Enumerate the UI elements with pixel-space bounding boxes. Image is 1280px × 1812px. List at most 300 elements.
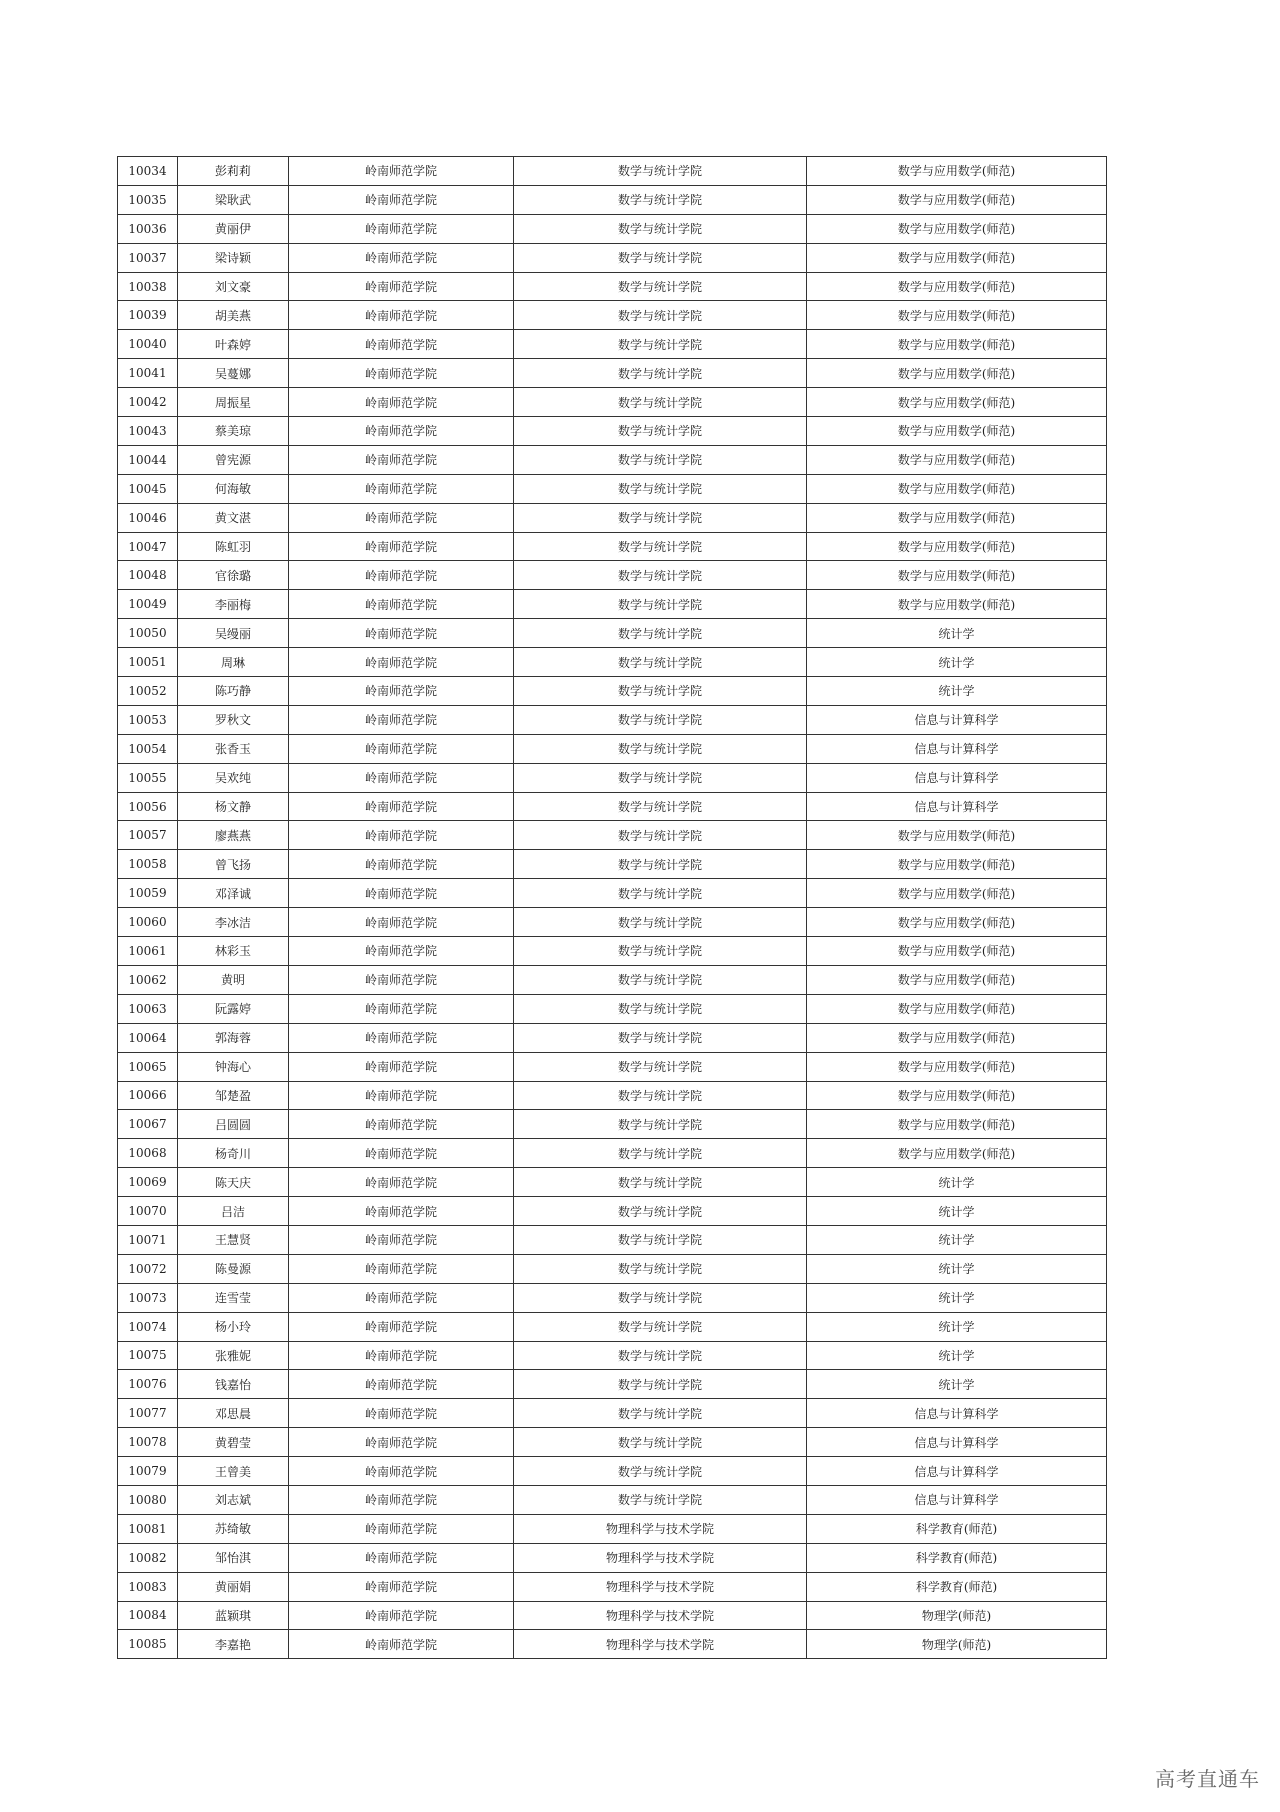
table-row [118, 1341, 1107, 1370]
student-id-cell: 10044 [118, 445, 178, 474]
college-cell: 数学与统计学院 [514, 243, 807, 272]
university-cell: 岭南师范学院 [289, 1341, 514, 1370]
university-cell: 岭南师范学院 [289, 1283, 514, 1312]
college-cell: 数学与统计学院 [514, 1370, 807, 1399]
student-name-cell: 杨奇川 [178, 1139, 289, 1168]
university-cell: 岭南师范学院 [289, 821, 514, 850]
student-name-cell: 彭莉莉 [178, 157, 289, 186]
college-cell: 数学与统计学院 [514, 1052, 807, 1081]
student-id-cell: 10079 [118, 1457, 178, 1486]
student-id-cell: 10070 [118, 1197, 178, 1226]
student-id-cell: 10036 [118, 214, 178, 243]
student-name-cell: 李冰洁 [178, 908, 289, 937]
student-name-cell: 何海敏 [178, 474, 289, 503]
major-cell: 信息与计算科学 [807, 734, 1107, 763]
table-row [118, 445, 1107, 474]
student-name-cell: 吕圆圆 [178, 1110, 289, 1139]
student-id-cell: 10042 [118, 388, 178, 417]
major-cell: 科学教育(师范) [807, 1543, 1107, 1572]
major-cell: 数学与应用数学(师范) [807, 301, 1107, 330]
student-id-cell: 10059 [118, 879, 178, 908]
table-row [118, 590, 1107, 619]
student-id-cell: 10050 [118, 619, 178, 648]
college-cell: 数学与统计学院 [514, 1312, 807, 1341]
university-cell: 岭南师范学院 [289, 1052, 514, 1081]
college-cell: 数学与统计学院 [514, 1225, 807, 1254]
college-cell: 数学与统计学院 [514, 908, 807, 937]
college-cell: 数学与统计学院 [514, 1485, 807, 1514]
major-cell: 数学与应用数学(师范) [807, 445, 1107, 474]
student-id-cell: 10045 [118, 474, 178, 503]
college-cell: 数学与统计学院 [514, 388, 807, 417]
table-row [118, 1457, 1107, 1486]
student-id-cell: 10055 [118, 763, 178, 792]
table-row [118, 1370, 1107, 1399]
university-cell: 岭南师范学院 [289, 994, 514, 1023]
major-cell: 数学与应用数学(师范) [807, 908, 1107, 937]
table-row [118, 243, 1107, 272]
table-row [118, 965, 1107, 994]
student-id-cell: 10065 [118, 1052, 178, 1081]
student-name-cell: 邹楚盈 [178, 1081, 289, 1110]
table-row [118, 503, 1107, 532]
student-name-cell: 曾飞扬 [178, 850, 289, 879]
college-cell: 数学与统计学院 [514, 1428, 807, 1457]
university-cell: 岭南师范学院 [289, 1023, 514, 1052]
major-cell: 数学与应用数学(师范) [807, 214, 1107, 243]
university-cell: 岭南师范学院 [289, 1485, 514, 1514]
student-id-cell: 10077 [118, 1399, 178, 1428]
college-cell: 数学与统计学院 [514, 185, 807, 214]
college-cell: 数学与统计学院 [514, 445, 807, 474]
major-cell: 统计学 [807, 1254, 1107, 1283]
major-cell: 信息与计算科学 [807, 763, 1107, 792]
university-cell: 岭南师范学院 [289, 763, 514, 792]
table-row [118, 157, 1107, 186]
table-row [118, 1197, 1107, 1226]
student-name-cell: 王慧贤 [178, 1225, 289, 1254]
major-cell: 数学与应用数学(师范) [807, 359, 1107, 388]
college-cell: 数学与统计学院 [514, 1139, 807, 1168]
student-name-cell: 林彩玉 [178, 937, 289, 966]
university-cell: 岭南师范学院 [289, 619, 514, 648]
student-id-cell: 10048 [118, 561, 178, 590]
university-cell: 岭南师范学院 [289, 503, 514, 532]
student-id-cell: 10075 [118, 1341, 178, 1370]
watermark-text: 高考直通车 [1155, 1767, 1260, 1791]
table-row [118, 272, 1107, 301]
table-row [118, 301, 1107, 330]
student-name-cell: 梁诗颖 [178, 243, 289, 272]
university-cell: 岭南师范学院 [289, 1428, 514, 1457]
major-cell: 数学与应用数学(师范) [807, 821, 1107, 850]
student-name-cell: 李丽梅 [178, 590, 289, 619]
table-row [118, 1052, 1107, 1081]
table-row [118, 561, 1107, 590]
college-cell: 物理科学与技术学院 [514, 1572, 807, 1601]
college-cell: 数学与统计学院 [514, 214, 807, 243]
student-id-cell: 10054 [118, 734, 178, 763]
university-cell: 岭南师范学院 [289, 532, 514, 561]
college-cell: 数学与统计学院 [514, 1197, 807, 1226]
college-cell: 数学与统计学院 [514, 157, 807, 186]
major-cell: 统计学 [807, 1283, 1107, 1312]
table-row [118, 763, 1107, 792]
college-cell: 数学与统计学院 [514, 590, 807, 619]
major-cell: 信息与计算科学 [807, 792, 1107, 821]
student-name-cell: 陈虹羽 [178, 532, 289, 561]
table-row [118, 1399, 1107, 1428]
college-cell: 数学与统计学院 [514, 1283, 807, 1312]
major-cell: 信息与计算科学 [807, 1428, 1107, 1457]
student-id-cell: 10060 [118, 908, 178, 937]
college-cell: 数学与统计学院 [514, 965, 807, 994]
student-id-cell: 10058 [118, 850, 178, 879]
college-cell: 数学与统计学院 [514, 879, 807, 908]
student-id-cell: 10067 [118, 1110, 178, 1139]
college-cell: 数学与统计学院 [514, 821, 807, 850]
college-cell: 数学与统计学院 [514, 1081, 807, 1110]
student-id-cell: 10049 [118, 590, 178, 619]
student-id-cell: 10068 [118, 1139, 178, 1168]
university-cell: 岭南师范学院 [289, 359, 514, 388]
table-row [118, 792, 1107, 821]
table-row [118, 1110, 1107, 1139]
college-cell: 数学与统计学院 [514, 474, 807, 503]
student-id-cell: 10073 [118, 1283, 178, 1312]
student-name-cell: 邓泽诚 [178, 879, 289, 908]
student-name-cell: 叶森婷 [178, 330, 289, 359]
college-cell: 数学与统计学院 [514, 1341, 807, 1370]
student-id-cell: 10061 [118, 937, 178, 966]
student-id-cell: 10043 [118, 417, 178, 446]
student-name-cell: 郭海蓉 [178, 1023, 289, 1052]
college-cell: 数学与统计学院 [514, 1457, 807, 1486]
table-row [118, 1428, 1107, 1457]
college-cell: 数学与统计学院 [514, 532, 807, 561]
major-cell: 统计学 [807, 1197, 1107, 1226]
table-row [118, 388, 1107, 417]
university-cell: 岭南师范学院 [289, 1543, 514, 1572]
university-cell: 岭南师范学院 [289, 1139, 514, 1168]
student-name-cell: 吴缦丽 [178, 619, 289, 648]
major-cell: 数学与应用数学(师范) [807, 417, 1107, 446]
student-name-cell: 曾宪源 [178, 445, 289, 474]
table-row [118, 734, 1107, 763]
college-cell: 数学与统计学院 [514, 417, 807, 446]
student-id-cell: 10056 [118, 792, 178, 821]
major-cell: 科学教育(师范) [807, 1572, 1107, 1601]
major-cell: 数学与应用数学(师范) [807, 1139, 1107, 1168]
table-row [118, 1139, 1107, 1168]
table-row [118, 1081, 1107, 1110]
college-cell: 数学与统计学院 [514, 301, 807, 330]
university-cell: 岭南师范学院 [289, 1110, 514, 1139]
table-row [118, 1312, 1107, 1341]
student-name-cell: 吴蔓娜 [178, 359, 289, 388]
university-cell: 岭南师范学院 [289, 879, 514, 908]
university-cell: 岭南师范学院 [289, 330, 514, 359]
university-cell: 岭南师范学院 [289, 1630, 514, 1659]
table-row [118, 359, 1107, 388]
university-cell: 岭南师范学院 [289, 648, 514, 677]
student-name-cell: 刘文豪 [178, 272, 289, 301]
major-cell: 数学与应用数学(师范) [807, 388, 1107, 417]
roster-table [117, 156, 1107, 1659]
table-row [118, 1630, 1107, 1659]
table-row [118, 994, 1107, 1023]
major-cell: 物理学(师范) [807, 1601, 1107, 1630]
university-cell: 岭南师范学院 [289, 214, 514, 243]
student-id-cell: 10041 [118, 359, 178, 388]
major-cell: 统计学 [807, 619, 1107, 648]
student-name-cell: 王曾美 [178, 1457, 289, 1486]
table-row [118, 1514, 1107, 1543]
student-id-cell: 10085 [118, 1630, 178, 1659]
university-cell: 岭南师范学院 [289, 157, 514, 186]
student-id-cell: 10037 [118, 243, 178, 272]
college-cell: 数学与统计学院 [514, 503, 807, 532]
university-cell: 岭南师范学院 [289, 937, 514, 966]
major-cell: 数学与应用数学(师范) [807, 965, 1107, 994]
table-row [118, 648, 1107, 677]
university-cell: 岭南师范学院 [289, 1197, 514, 1226]
college-cell: 数学与统计学院 [514, 994, 807, 1023]
student-id-cell: 10084 [118, 1601, 178, 1630]
student-name-cell: 罗秋文 [178, 705, 289, 734]
university-cell: 岭南师范学院 [289, 474, 514, 503]
major-cell: 数学与应用数学(师范) [807, 243, 1107, 272]
university-cell: 岭南师范学院 [289, 590, 514, 619]
table-row [118, 1572, 1107, 1601]
college-cell: 物理科学与技术学院 [514, 1514, 807, 1543]
student-name-cell: 黄碧莹 [178, 1428, 289, 1457]
university-cell: 岭南师范学院 [289, 185, 514, 214]
university-cell: 岭南师范学院 [289, 561, 514, 590]
major-cell: 信息与计算科学 [807, 1399, 1107, 1428]
major-cell: 数学与应用数学(师范) [807, 157, 1107, 186]
student-name-cell: 张雅妮 [178, 1341, 289, 1370]
university-cell: 岭南师范学院 [289, 734, 514, 763]
major-cell: 统计学 [807, 1370, 1107, 1399]
major-cell: 数学与应用数学(师范) [807, 590, 1107, 619]
university-cell: 岭南师范学院 [289, 1081, 514, 1110]
student-id-cell: 10078 [118, 1428, 178, 1457]
student-id-cell: 10046 [118, 503, 178, 532]
table-row [118, 705, 1107, 734]
university-cell: 岭南师范学院 [289, 388, 514, 417]
university-cell: 岭南师范学院 [289, 1370, 514, 1399]
student-name-cell: 蔡美琼 [178, 417, 289, 446]
student-id-cell: 10080 [118, 1485, 178, 1514]
table-row [118, 330, 1107, 359]
university-cell: 岭南师范学院 [289, 965, 514, 994]
college-cell: 数学与统计学院 [514, 1399, 807, 1428]
major-cell: 数学与应用数学(师范) [807, 879, 1107, 908]
college-cell: 数学与统计学院 [514, 792, 807, 821]
major-cell: 统计学 [807, 677, 1107, 706]
major-cell: 统计学 [807, 1341, 1107, 1370]
table-row [118, 1543, 1107, 1572]
college-cell: 数学与统计学院 [514, 619, 807, 648]
college-cell: 数学与统计学院 [514, 1110, 807, 1139]
college-cell: 数学与统计学院 [514, 1168, 807, 1197]
college-cell: 数学与统计学院 [514, 561, 807, 590]
university-cell: 岭南师范学院 [289, 445, 514, 474]
student-name-cell: 黄丽伊 [178, 214, 289, 243]
college-cell: 数学与统计学院 [514, 705, 807, 734]
major-cell: 统计学 [807, 1168, 1107, 1197]
student-name-cell: 陈巧静 [178, 677, 289, 706]
student-id-cell: 10047 [118, 532, 178, 561]
major-cell: 数学与应用数学(师范) [807, 1110, 1107, 1139]
student-name-cell: 吴欢纯 [178, 763, 289, 792]
student-name-cell: 张香玉 [178, 734, 289, 763]
student-name-cell: 苏绮敏 [178, 1514, 289, 1543]
student-id-cell: 10063 [118, 994, 178, 1023]
student-id-cell: 10034 [118, 157, 178, 186]
table-row [118, 417, 1107, 446]
college-cell: 数学与统计学院 [514, 763, 807, 792]
college-cell: 数学与统计学院 [514, 850, 807, 879]
student-name-cell: 钟海心 [178, 1052, 289, 1081]
college-cell: 数学与统计学院 [514, 648, 807, 677]
university-cell: 岭南师范学院 [289, 908, 514, 937]
major-cell: 数学与应用数学(师范) [807, 994, 1107, 1023]
student-id-cell: 10038 [118, 272, 178, 301]
student-id-cell: 10051 [118, 648, 178, 677]
student-id-cell: 10082 [118, 1543, 178, 1572]
table-row [118, 1283, 1107, 1312]
student-name-cell: 胡美燕 [178, 301, 289, 330]
student-name-cell: 钱嘉怡 [178, 1370, 289, 1399]
college-cell: 数学与统计学院 [514, 272, 807, 301]
student-id-cell: 10062 [118, 965, 178, 994]
university-cell: 岭南师范学院 [289, 1168, 514, 1197]
major-cell: 数学与应用数学(师范) [807, 330, 1107, 359]
college-cell: 物理科学与技术学院 [514, 1630, 807, 1659]
student-name-cell: 官徐璐 [178, 561, 289, 590]
student-name-cell: 邓思晨 [178, 1399, 289, 1428]
student-id-cell: 10074 [118, 1312, 178, 1341]
university-cell: 岭南师范学院 [289, 243, 514, 272]
student-id-cell: 10040 [118, 330, 178, 359]
student-name-cell: 李嘉艳 [178, 1630, 289, 1659]
student-id-cell: 10071 [118, 1225, 178, 1254]
student-name-cell: 蓝颖琪 [178, 1601, 289, 1630]
major-cell: 信息与计算科学 [807, 705, 1107, 734]
university-cell: 岭南师范学院 [289, 1399, 514, 1428]
student-name-cell: 杨文静 [178, 792, 289, 821]
table-row [118, 908, 1107, 937]
university-cell: 岭南师范学院 [289, 1514, 514, 1543]
student-id-cell: 10057 [118, 821, 178, 850]
university-cell: 岭南师范学院 [289, 417, 514, 446]
student-id-cell: 10035 [118, 185, 178, 214]
major-cell: 科学教育(师范) [807, 1514, 1107, 1543]
university-cell: 岭南师范学院 [289, 301, 514, 330]
major-cell: 数学与应用数学(师范) [807, 1081, 1107, 1110]
student-name-cell: 吕洁 [178, 1197, 289, 1226]
student-name-cell: 梁耿武 [178, 185, 289, 214]
college-cell: 物理科学与技术学院 [514, 1543, 807, 1572]
table-row [118, 850, 1107, 879]
table-row [118, 937, 1107, 966]
major-cell: 信息与计算科学 [807, 1457, 1107, 1486]
student-name-cell: 周琳 [178, 648, 289, 677]
college-cell: 数学与统计学院 [514, 359, 807, 388]
student-id-cell: 10052 [118, 677, 178, 706]
university-cell: 岭南师范学院 [289, 677, 514, 706]
roster-table-body [118, 157, 1107, 1659]
major-cell: 统计学 [807, 648, 1107, 677]
student-name-cell: 廖燕燕 [178, 821, 289, 850]
table-row [118, 1225, 1107, 1254]
table-row [118, 1023, 1107, 1052]
university-cell: 岭南师范学院 [289, 1312, 514, 1341]
student-name-cell: 连雪莹 [178, 1283, 289, 1312]
university-cell: 岭南师范学院 [289, 1254, 514, 1283]
table-row [118, 619, 1107, 648]
university-cell: 岭南师范学院 [289, 850, 514, 879]
table-row [118, 1168, 1107, 1197]
major-cell: 统计学 [807, 1225, 1107, 1254]
student-id-cell: 10053 [118, 705, 178, 734]
college-cell: 数学与统计学院 [514, 1023, 807, 1052]
major-cell: 数学与应用数学(师范) [807, 1052, 1107, 1081]
student-id-cell: 10066 [118, 1081, 178, 1110]
college-cell: 数学与统计学院 [514, 937, 807, 966]
student-id-cell: 10072 [118, 1254, 178, 1283]
student-name-cell: 周振星 [178, 388, 289, 417]
major-cell: 数学与应用数学(师范) [807, 503, 1107, 532]
table-row [118, 821, 1107, 850]
major-cell: 统计学 [807, 1312, 1107, 1341]
student-name-cell: 黄丽娟 [178, 1572, 289, 1601]
university-cell: 岭南师范学院 [289, 272, 514, 301]
university-cell: 岭南师范学院 [289, 1572, 514, 1601]
table-row [118, 532, 1107, 561]
student-name-cell: 邹怡淇 [178, 1543, 289, 1572]
major-cell: 数学与应用数学(师范) [807, 561, 1107, 590]
major-cell: 数学与应用数学(师范) [807, 532, 1107, 561]
table-row [118, 879, 1107, 908]
student-id-cell: 10081 [118, 1514, 178, 1543]
major-cell: 数学与应用数学(师范) [807, 272, 1107, 301]
student-id-cell: 10064 [118, 1023, 178, 1052]
student-name-cell: 陈天庆 [178, 1168, 289, 1197]
university-cell: 岭南师范学院 [289, 1457, 514, 1486]
student-id-cell: 10083 [118, 1572, 178, 1601]
student-id-cell: 10039 [118, 301, 178, 330]
student-name-cell: 黄文湛 [178, 503, 289, 532]
major-cell: 数学与应用数学(师范) [807, 185, 1107, 214]
table-row [118, 1254, 1107, 1283]
table-row [118, 1601, 1107, 1630]
student-name-cell: 杨小玲 [178, 1312, 289, 1341]
student-name-cell: 黄明 [178, 965, 289, 994]
student-id-cell: 10069 [118, 1168, 178, 1197]
major-cell: 数学与应用数学(师范) [807, 1023, 1107, 1052]
college-cell: 数学与统计学院 [514, 1254, 807, 1283]
university-cell: 岭南师范学院 [289, 705, 514, 734]
table-row [118, 1485, 1107, 1514]
major-cell: 物理学(师范) [807, 1630, 1107, 1659]
table-row [118, 185, 1107, 214]
major-cell: 数学与应用数学(师范) [807, 474, 1107, 503]
university-cell: 岭南师范学院 [289, 792, 514, 821]
student-name-cell: 陈曼源 [178, 1254, 289, 1283]
